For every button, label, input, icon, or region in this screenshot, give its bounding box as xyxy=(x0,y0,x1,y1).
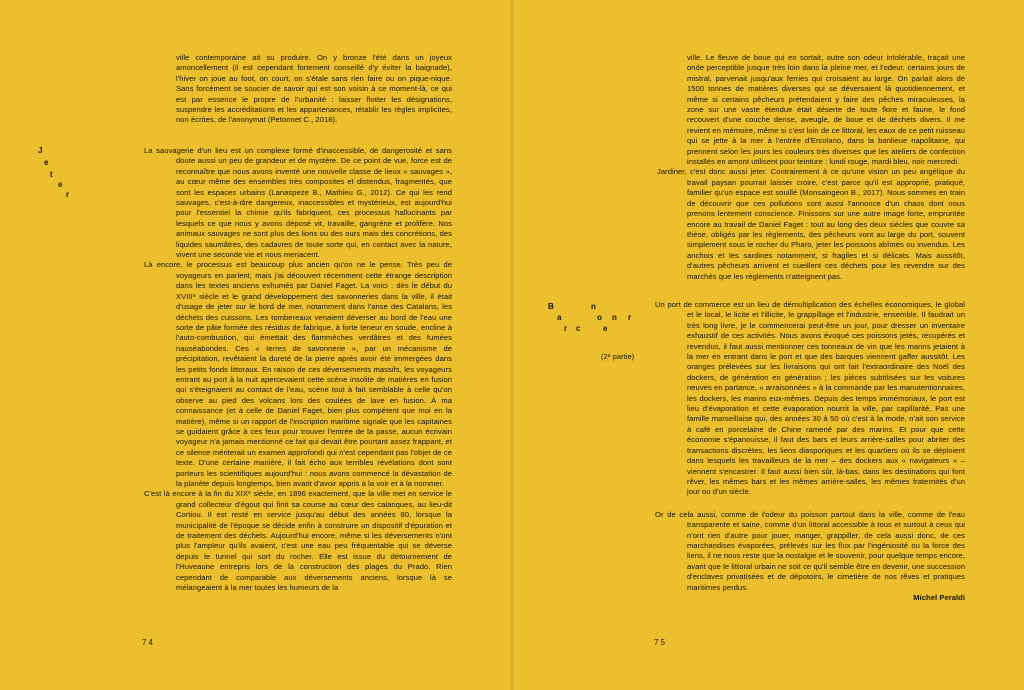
right-main-text-block xyxy=(655,300,965,603)
page-number: 75 xyxy=(654,638,667,647)
title-letter: J xyxy=(38,146,43,155)
author-signature: Michel Peraldi xyxy=(913,592,965,602)
right-continued-paragraph: ville. Le fleuve de boue qui en sortait, outre son odeur intolérable, traçait une onde perceptible jusque très loin dans la pleine mer, et l'odeur, certains jours de mistral, parvenait jusqu'aux ferries qui croisaient au large. On parlait alors de 1500 tonnes de matières diverses qui se déversaient là quotidiennement, et même si certains pêcheurs prétendaient y faire des pêches miraculeuses, la zone sur une vaste étendue était déserte de toute flore et faune, le fond recouvert d'une couche dense, aveugle, de boue et de déchets divers. Il me revient en mémoire, même si c'est loin de ce littoral, les eaux de ce petit ruisseau qui se jette à la mer à l'entrée d'Ercolano, dans la banlieue napolitaine, qui prennent selon les jours les couleurs très diverses que les ateliers de confection installés en amont utilisent pour teinture : lundi rouge, mardi bleu, noir mercredi. xyxy=(687,53,965,167)
left-continued-paragraph: ville contemporaine ait su produire. On y bronze l'été dans un joyeux amoncellement (il est cependant fortement conseillé d'y éviter la baignade), l'hiver on joue au foot, on court, on s'étale sans rien faire ou on pique-nique. Sans forcément se soucier de savoir qui est son voisin à ce moment-là, ce qui est par essence le propre de l'urbanité : laisser flotter les désignations, suspendre les accréditations et les appartenances, rétablir les règles implicites, non écrites, de l'anonymat (Petonnet C., 2018). xyxy=(176,53,452,125)
title-letter: a xyxy=(557,313,562,322)
right-page xyxy=(512,0,1024,690)
left-continued-text-block xyxy=(176,53,452,126)
paragraph-la-encore: Là encore, le processus est beaucoup plus ancien qu'on ne le pense. Très peu de voyageurs en parlent, mais j'ai découvert récemment cette étrange description dans les textes anciens exhumés par Daniel Faget. La voici : dès le début du XVIIIᵉ siècle et le grand développement des savonneries dans la ville, il était d'usage de jeter sur le bord de mer, notamment dans l'anse des Catalans, les déchets des cuissons. Les tombereaux venaient déverser au bord de l'eau une sorte de pâte formée des résidus de fabrique, à forte teneur en soude, encline à l'auto-combustion, qui émettait des flammèches verdâtres et des fumées nauséabondes. Ces « terres de savonnerie », par un mécanisme de précipitation, revêtaient la dureté de la pierre après avoir été immergées dans les petits fonds littoraux. En raison de ces déversements massifs, les voyageurs entrant au port à la nuit apercevaient cette scène insolite de matières en fusion qui s'éteignaient au contact de l'eau, scène tout à fait semblable à celle qu'on observe au pied des volcans lors des coulées de lave en fusion. À ma connaissance (et à celle de Daniel Faget, bien plus compétent que moi en la matière), même si un rapport de l'inscription maritime signale que les capitaines se guidaient grâce à ces feux pour trouver l'entrée de la passe, aucun écrivain voyageur n'a jamais mentionné ce fait qui devait être pourtant assez frappant, et ce silence mériterait un examen approfondi qui n'est cependant pas l'objet de ce texte. D'une certaine manière, il fait écho aux terribles révélations dont sont porteurs les scientifiques aujourd'hui : nous avons commencé la dévastation de la planète depuis longtemps, bien avant d'avoir appris à la voir et à la nommer. xyxy=(144,260,452,488)
title-letter: r xyxy=(564,324,568,333)
title-letter: e xyxy=(58,180,63,189)
title-letter: r xyxy=(628,313,632,322)
paragraph-jardiner: Jardiner, c'est donc aussi jeter. Contrairement à ce qu'une vision un peu angélique du travail paysan pourrait laisser croire, c'est parce qu'il est approprié, pratiqué, familier qu'un espace est souillé (Monsaingeon B., 2017). Nous sommes en train de découvrir que ces pollutions sont aussi l'annonce d'un chaos dont nous prenons lentement conscience. Finissons sur une autre image forte, empruntée encore au travail de Daniel Faget : tout au long des deux siècles que couvre sa thèse, obligés par les règlements, des pêcheurs vont au large du port, souvent simplement sous le rocher du Pharo, jeter les poissons abîmés ou invendus. Les anchois et les sardines notamment, si fragiles et si délicats. Mais aussitôt, d'autres pêcheurs arrivent et cueillent ces déchets pour les revendre sur des marchés que les règlements n'atteignent pas. xyxy=(657,167,965,281)
right-continued-text-block xyxy=(657,53,965,282)
paragraph-port-de-commerce: Un port de commerce est un lieu de démultiplication des échelles économiques, le global et le local, le licite et l'illicite, le grappillage et l'industrie, ensemble. Il faudrait un très long livre, je le commencerai peut-être un jour, pour dresser un inventaire exhaustif de ces activités. Nous avons évoqué ces poissons jetés, récupérés et revendus, il faut aussi mentionner ces tonneaux de vin que les marins jetaient à la mer en entrant dans le port et que des barques viennent gaffer aussitôt. Les oranges prélevées sur les livraisons qui ont fait l'extraordinaire des Noël des dockers, de génération en génération ; les pièces subtilisées sur les voitures neuves en partance, « arraisonnées » à la commande par les manutentionnaires, les dockers, les marins eux-mêmes. Depuis des temps immémoriaux, le port est lieu d'évaporation et cette évaporation nourrit la ville, par capillarité. Pas une famille marseillaise qui, des années 30 à 50 où c'est à la mode, n'ait son service à café en porcelaine de Chine ramené par des marins. Et pour que cette économie s'épanouisse, il faut des bars et leurs arrière-salles pour abriter des transactions discrètes, les liens diasporiques et les quartiers où ils se déploient dans lesquels les travailleurs de la mer – des dockers aux « navigateurs » – viennent s'encastrer. Il faut aussi bien sûr, là-bas, dans les destinations qui font rêver, les mêmes bars et les mêmes arrière-salles, les mêmes fraternités d'un jour ou d'un siècle. xyxy=(655,300,965,497)
section-subtitle: (2ᵉ partie) xyxy=(601,352,635,361)
title-letter: e xyxy=(44,158,49,167)
title-letter: r xyxy=(66,190,70,199)
paragraph-fin-xixe: C'est là encore à la fin du XIXᵉ siècle, en 1896 exactement, que la ville met en service le grand collecteur d'égout qui finit sa course au cœur des calanques, au lieu-dit Cortiou. Il est resté en service jusqu'au début des années 80, lorsque la municipalité de l'époque se décide enfin à construire un dispositif d'épuration et de traitement des déchets. Aujourd'hui encore, même si les déversements n'ont plus l'ampleur qu'ils avaient, c'est une eau peu fréquentable qui se déverse depuis le tunnel qui sort du rocher. Elle est issue du détournement de l'Huveaune entrepris lors de la construction des plages du Prado. Rien cependant de comparable aux déversements anciens, lorsque là se mélangeaient à la mer toutes les humeurs de la xyxy=(144,489,452,593)
title-letter: n xyxy=(612,313,617,322)
title-letter: B xyxy=(548,302,554,311)
title-letter: o xyxy=(597,313,602,322)
paragraph-sauvagerie: La sauvagerie d'un lieu est un complexe formé d'inaccessible, de dangerosité et sans doute aussi un peu de grandeur et de mystère. De ce point de vue, force est de reconnaître que nous avons inventé une nouvelle classe de lieux « sauvages », au cœur même des ensembles très composites et distendus, fragmentés, que sont les espaces urbains (Lanaspeze B., Mathieu G., 2012). Ce qui les rend sauvages, c'est-à-dire dangereux, inaccessibles et mystérieux, est aujourd'hui pour l'essentiel la chimie qu'ils fabriquent, ces processus hallucinants par lesquels ce que nous y avons déposé vit, travaille, gangrène et prolifère. Nos animaux sauvages ne sont plus des lions ou des ours mais des concrétions, des liquides saumâtres, des cadavres de toute sorte qui, en contact avec la nature, vivent une seconde vie et nous menacent. xyxy=(144,146,452,260)
left-main-text-block xyxy=(144,146,452,593)
page-number: 74 xyxy=(142,638,155,647)
paragraph-or-de-cela: Or de cela aussi, comme de l'odeur du poisson partout dans la ville, comme de l'eau transparente et saine, comme d'un littoral accessible à tous et surtout à ceux qui n'ont rien d'autre pour jouer, manger, grappiller, de cela aussi donc, de ces marchandises évaporées, prélevés sur les flux par l'ingéniosité ou la force des liens, il ne nous reste que la nostalgie et le souvenir, pour quelque temps encore, avant que le littoral urbain ne soit ce qu'il semble être en devenir, une succession d'enclaves privatisées et de dépotoirs, le cimetière de nos rêves et pratiques maritimes perdus. xyxy=(655,509,965,592)
title-letter: e xyxy=(603,324,608,333)
title-letter: n xyxy=(591,302,596,311)
paragraph-gap xyxy=(655,498,965,510)
title-letter: t xyxy=(50,170,53,179)
title-letter: c xyxy=(576,324,581,333)
